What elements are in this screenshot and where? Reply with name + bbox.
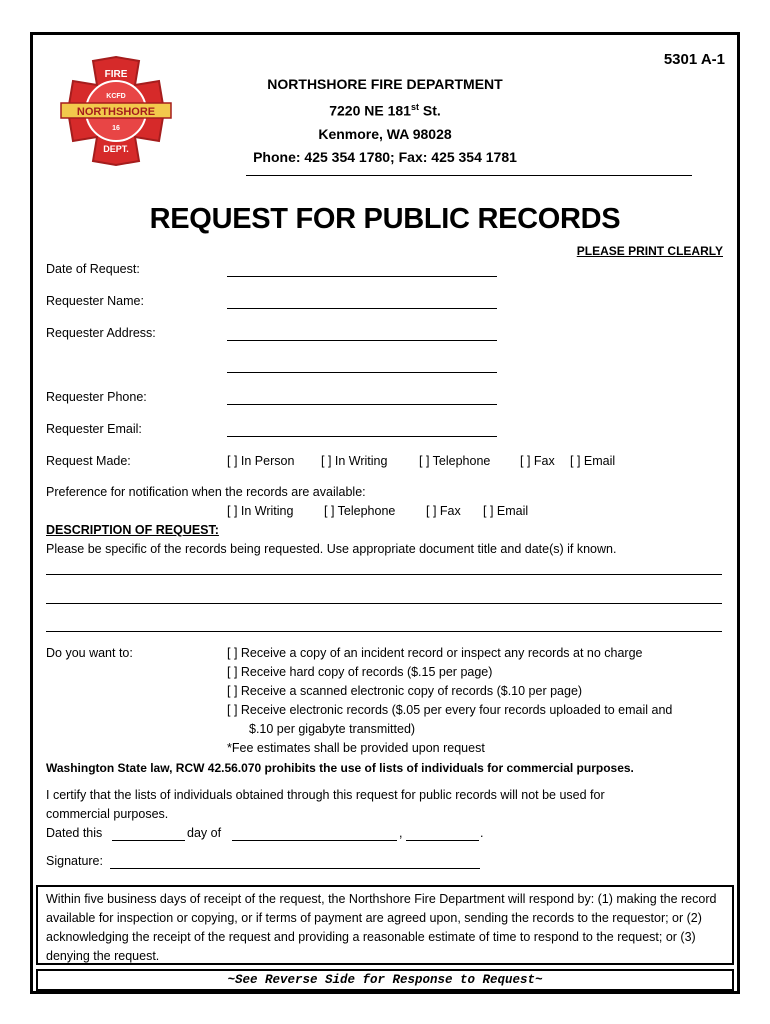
law-notice: Washington State law, RCW 42.56.070 prohibits the use of lists of individuals for commercial purposes. xyxy=(46,761,634,775)
reverse-side-text: ~See Reverse Side for Response to Request~ xyxy=(227,973,543,987)
logo-top-text: FIRE xyxy=(104,69,128,80)
date-of-request-label: Date of Request: xyxy=(46,262,140,276)
date-comma: , xyxy=(399,826,403,840)
logo-lower-small-text: 16 xyxy=(112,125,120,132)
requester-name-field[interactable] xyxy=(227,308,497,309)
request-made-fax-checkbox[interactable]: [ ] Fax xyxy=(520,454,555,468)
signature-field[interactable] xyxy=(110,868,480,869)
request-made-telephone-checkbox[interactable]: [ ] Telephone xyxy=(419,454,491,468)
requester-address-field-1[interactable] xyxy=(227,340,497,341)
logo-upper-small-text: KCFD xyxy=(106,93,126,100)
requester-name-label: Requester Name: xyxy=(46,294,144,308)
option-electronic-records-continued: $.10 per gigabyte transmitted) xyxy=(249,722,416,736)
option-electronic-records-checkbox[interactable]: [ ] Receive electronic records ($.05 per every four records uploaded to email and xyxy=(227,703,673,717)
request-made-in-person-checkbox[interactable]: [ ] In Person xyxy=(227,454,295,468)
requester-phone-label: Requester Phone: xyxy=(46,390,147,404)
form-id: 5301 A-1 xyxy=(663,51,725,68)
request-made-email-checkbox[interactable]: [ ] Email xyxy=(570,454,616,468)
dated-month-field[interactable] xyxy=(232,840,397,841)
dated-this-label: Dated this xyxy=(46,826,103,840)
do-you-want-label: Do you want to: xyxy=(46,646,133,660)
date-period: . xyxy=(480,826,484,840)
option-incident-record-checkbox[interactable]: [ ] Receive a copy of an incident record or inspect any records at no charge xyxy=(227,646,643,660)
description-line-1[interactable] xyxy=(46,574,722,575)
logo-bottom-text: DEPT. xyxy=(103,144,129,154)
header-divider xyxy=(246,175,692,176)
preference-in-writing-checkbox[interactable]: [ ] In Writing xyxy=(227,504,294,518)
logo-center-text: NORTHSHORE xyxy=(76,106,156,118)
dated-year-field[interactable] xyxy=(406,840,479,841)
description-line-3[interactable] xyxy=(46,631,722,632)
org-address: 7220 NE 181st St. xyxy=(329,102,441,119)
form-page xyxy=(30,32,740,994)
certify-line-2: commercial purposes. xyxy=(46,807,169,821)
print-clearly-note: PLEASE PRINT CLEARLY xyxy=(576,244,723,258)
org-name: NORTHSHORE FIRE DEPARTMENT xyxy=(267,76,503,92)
requester-address-label: Requester Address: xyxy=(46,326,156,340)
response-notice-text: Within five business days of receipt of the request, the Northshore Fire Department will respond by: (1) making the record available for inspection or copying, or if terms of payment are agreed upon, sending the records to the requestor; or (2) acknowledging the receipt of the request and providing a reasonable estimate of time to respond to the request; or (3) denying the request. xyxy=(46,892,717,963)
request-made-label: Request Made: xyxy=(46,454,131,468)
response-notice-box xyxy=(36,885,734,965)
preference-telephone-checkbox[interactable]: [ ] Telephone xyxy=(324,504,396,518)
signature-label: Signature: xyxy=(46,854,103,868)
fee-estimate-note: *Fee estimates shall be provided upon request xyxy=(227,741,485,755)
dated-day-field[interactable] xyxy=(112,840,185,841)
requester-email-field[interactable] xyxy=(227,436,497,437)
option-scanned-copy-checkbox[interactable]: [ ] Receive a scanned electronic copy of records ($.10 per page) xyxy=(227,684,583,698)
day-of-label: day of xyxy=(187,826,222,840)
description-line-2[interactable] xyxy=(46,603,722,604)
org-contact: Phone: 425 354 1780; Fax: 425 354 1781 xyxy=(253,148,517,165)
requester-email-label: Requester Email: xyxy=(46,422,142,436)
preference-email-checkbox[interactable]: [ ] Email xyxy=(483,504,529,518)
requester-address-field-2[interactable] xyxy=(227,372,497,373)
org-city: Kenmore, WA 98028 xyxy=(318,125,452,142)
date-of-request-field[interactable] xyxy=(227,276,497,277)
option-hard-copy-checkbox[interactable]: [ ] Receive hard copy of records ($.15 per page) xyxy=(227,665,493,679)
form-title: REQUEST FOR PUBLIC RECORDS xyxy=(149,203,621,235)
reverse-side-note xyxy=(36,969,734,991)
preference-fax-checkbox[interactable]: [ ] Fax xyxy=(426,504,461,518)
preference-label: Preference for notification when the records are available: xyxy=(46,485,366,499)
header-block xyxy=(33,73,737,169)
description-instructions: Please be specific of the records being requested. Use appropriate document title and date(s) if known. xyxy=(46,542,617,556)
certify-line-1: I certify that the lists of individuals obtained through this request for public records will not be used for xyxy=(46,788,605,802)
description-heading: DESCRIPTION OF REQUEST: xyxy=(46,523,219,537)
request-made-in-writing-checkbox[interactable]: [ ] In Writing xyxy=(321,454,388,468)
requester-phone-field[interactable] xyxy=(227,404,497,405)
